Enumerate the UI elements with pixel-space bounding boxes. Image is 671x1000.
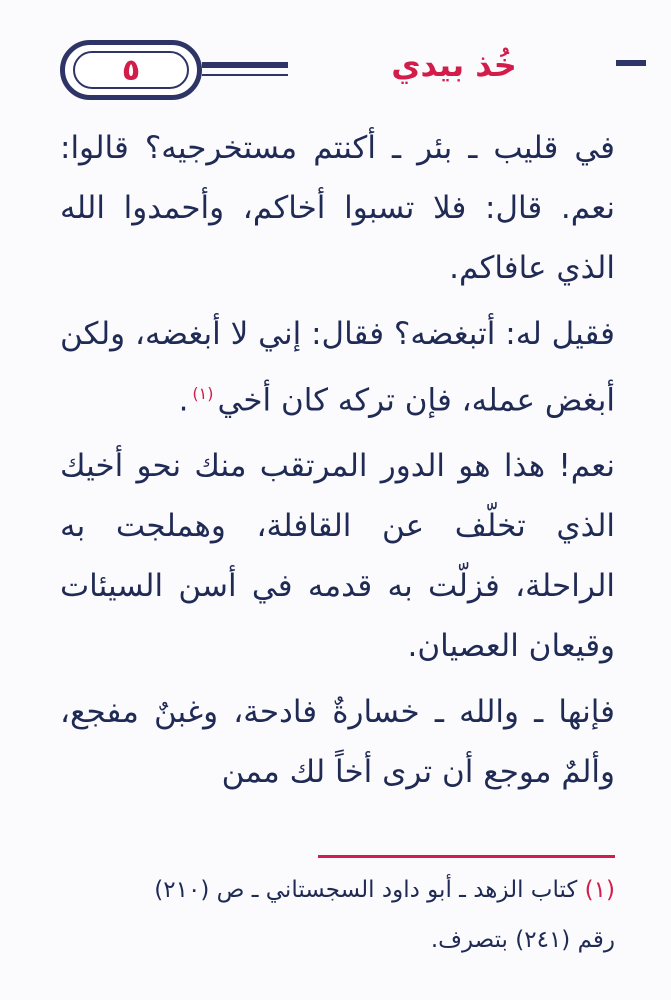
page-header (60, 40, 620, 100)
footnote-marker: (١) (584, 877, 615, 903)
footnote-1 (60, 865, 615, 915)
footnote-divider (318, 855, 615, 858)
page-number-frame (60, 40, 202, 100)
header-rule-right (616, 60, 646, 66)
footnotes (60, 865, 615, 965)
paragraph-2-end: . (178, 382, 189, 419)
header-rule-thick (202, 62, 288, 68)
footnote-reference[interactable]: (١) (192, 384, 214, 403)
paragraph-4: فإنها ـ والله ـ خسارةٌ فادحة، وغبنٌ مفجع، وألمٌ موجع أن ترى أخاً لك ممن (60, 694, 615, 791)
footnote-1-line1: كتاب الزهد ـ أبو داود السجستاني ـ ص (٢١٠) (154, 877, 578, 903)
body-text (60, 118, 615, 808)
running-title: خُذ بيدي (391, 46, 517, 84)
paragraph-3: نعم! هذا هو الدور المرتقب منك نحو أخيك الذي تخلّف عن القافلة، وهملجت به الراحلة، فزلّت به قدمه في أسن السيئات وقيعان العصيان. (60, 448, 615, 665)
footnote-1-line2: رقم (٢٤١) بتصرف. (430, 927, 615, 953)
header-rule-thin (202, 74, 288, 76)
paragraph-2-text: فقيل له: أتبغضه؟ فقال: إني لا أبغضه، ولكن أبغض عمله، فإن تركه كان أخي (60, 316, 615, 419)
paragraph-2 (60, 304, 615, 430)
page-number: ٥ (73, 51, 189, 89)
paragraph-1: في قليب ـ بئر ـ أكنتم مستخرجيه؟ قالوا: نعم. قال: فلا تسبوا أخاكم، وأحمدوا الله الذي عافاكم. (60, 130, 615, 286)
